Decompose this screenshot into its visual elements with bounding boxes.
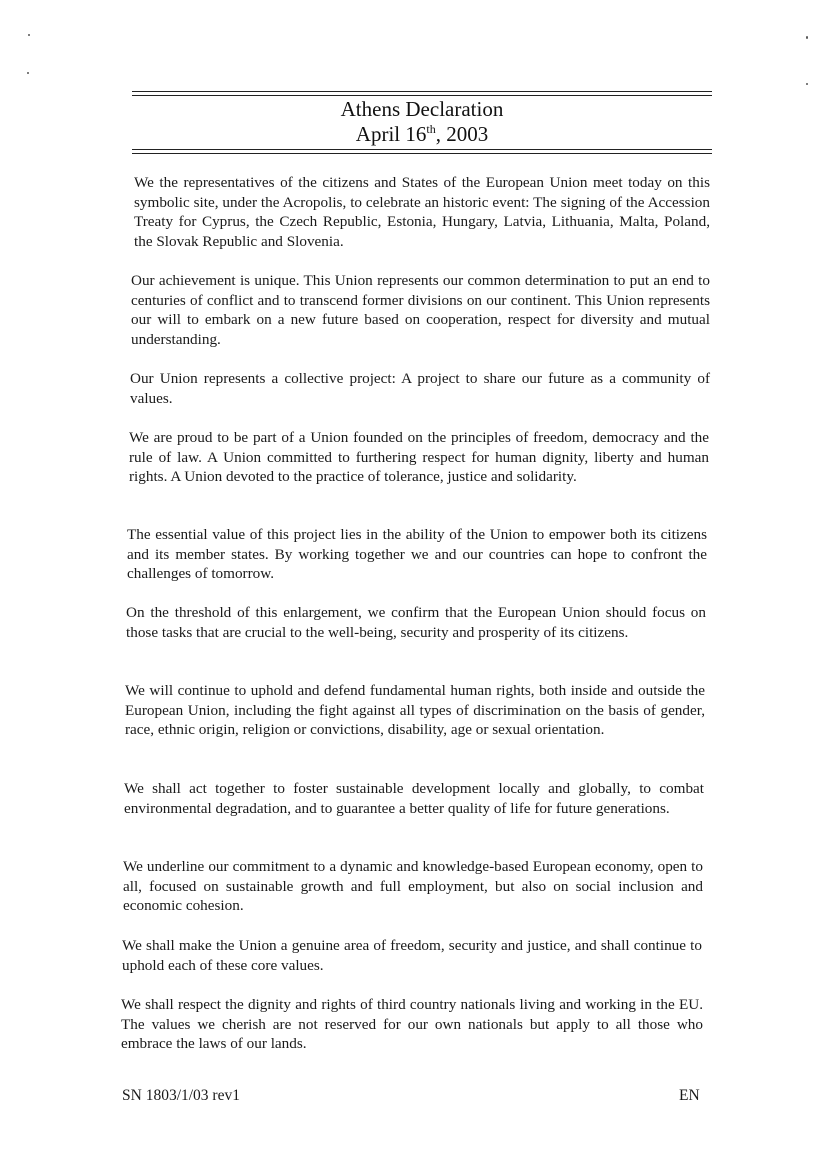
paragraph-1: We the representatives of the citizens and States of the European Union meet today on this symbolic site, under the Acropolis, to celebrate an historic event: The signing of the Accession Treaty for Cyprus, the Czech Republic, Estonia, Hungary, Latvia, Lithuania, Malta, Poland, the Slovak Republic and Slovenia.	[134, 174, 710, 250]
date-year: , 2003	[435, 122, 489, 146]
header-bottom-rule	[132, 153, 712, 154]
document-title: Athens Declaration	[340, 97, 504, 121]
paragraph-2: Our achievement is unique. This Union represents our common determination to put an end to centuries of conflict and to transcend former divisions on our continent. This Union represents our will to embark on a new future based on cooperation, respect for diversity and mutual understanding.	[131, 272, 710, 348]
paragraph-5: The essential value of this project lies in the ability of the Union to empower both its citizens and its member states. By working together we and our countries can hope to confront the challenges of tomorrow.	[127, 526, 707, 582]
scan-speck	[27, 72, 29, 74]
scan-speck	[806, 83, 808, 85]
paragraph-8: We shall act together to foster sustainable development locally and globally, to combat environmental degradation, and to guarantee a better quality of life for future generations.	[124, 780, 704, 817]
paragraph-7: We will continue to uphold and defend fundamental human rights, both inside and outside the European Union, including the fight against all types of discrimination on the basis of gender, race, ethnic origin, religion or convictions, disability, age or sexual orientation.	[125, 682, 705, 738]
paragraph-10: We shall make the Union a genuine area of freedom, security and justice, and shall continue to uphold each of these core values.	[122, 937, 702, 974]
header-top-rule	[132, 91, 712, 92]
title-block	[132, 97, 712, 147]
date-ordinal: th	[426, 122, 436, 136]
paragraph-9: We underline our commitment to a dynamic and knowledge-based European economy, open to all, focused on sustainable growth and full employment, but also on social inclusion and economic cohesion.	[123, 858, 703, 914]
scan-speck	[806, 36, 808, 39]
scan-speck	[28, 34, 30, 36]
footer-document-reference: SN 1803/1/03 rev1	[122, 1087, 240, 1104]
paragraph-11: We shall respect the dignity and rights of third country nationals living and working in the EU. The values we cherish are not reserved for our own nationals but apply to all those who embrace the laws of our lands.	[121, 996, 703, 1052]
document-date	[132, 122, 712, 147]
header-top-rule-inner	[132, 95, 712, 96]
footer-language-code: EN	[679, 1087, 700, 1104]
paragraph-6: On the threshold of this enlargement, we confirm that the European Union should focus on those tasks that are crucial to the well-being, security and prosperity of its citizens.	[126, 604, 706, 641]
paragraph-4: We are proud to be part of a Union founded on the principles of freedom, democracy and the rule of law. A Union committed to furthering respect for human dignity, liberty and human rights. A Union devoted to the practice of tolerance, justice and solidarity.	[129, 429, 709, 485]
date-day: April 16	[355, 122, 427, 146]
paragraph-3: Our Union represents a collective project: A project to share our future as a community of values.	[130, 370, 710, 407]
header-bottom-rule-inner	[132, 149, 712, 150]
